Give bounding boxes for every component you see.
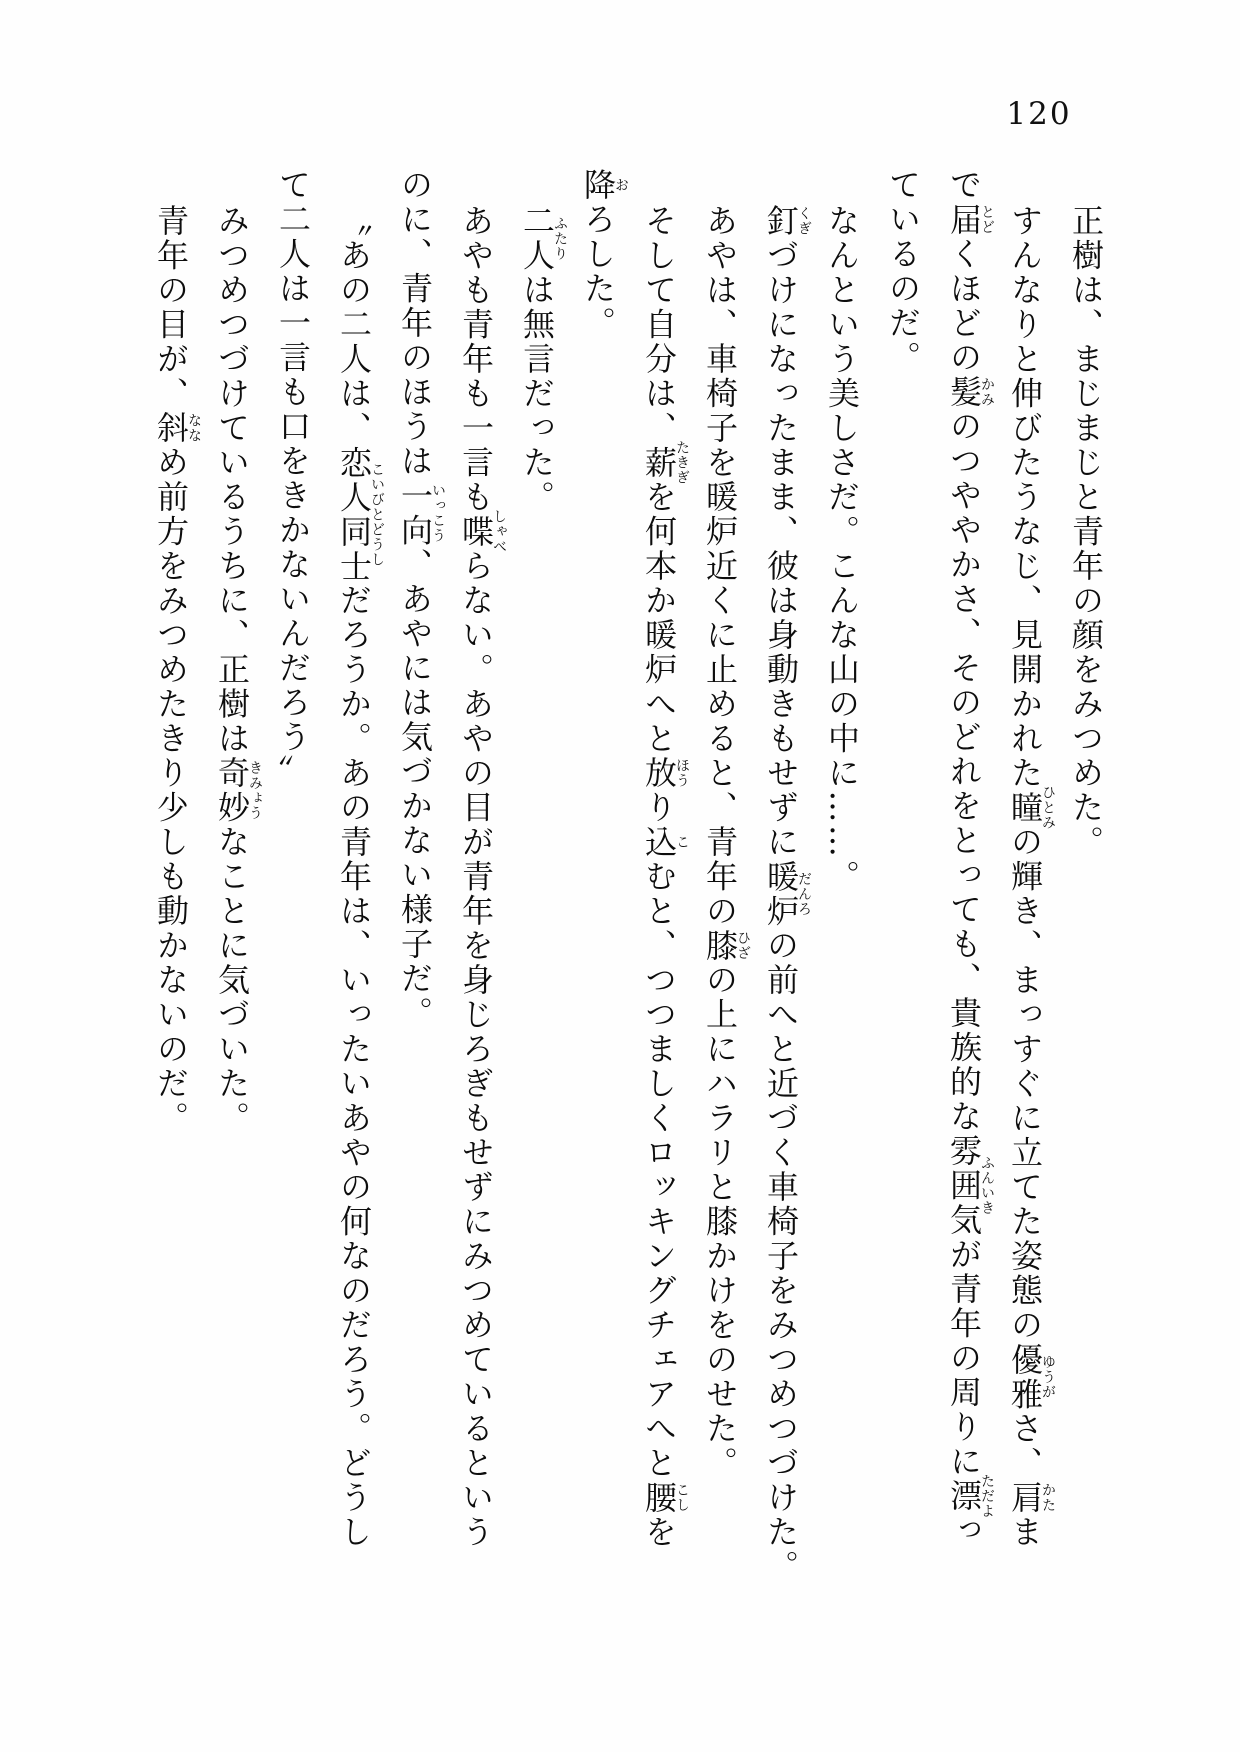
text-run: の上にハラリと膝かけをのせた。 xyxy=(701,963,739,1481)
furigana-text: こし xyxy=(674,1480,690,1515)
text-run: 青年の目が、 xyxy=(152,204,190,411)
furigana-annotated-word: 膝ひざ xyxy=(701,928,751,963)
text-block xyxy=(140,168,1116,1618)
text-run: のつややかさ、そのどれをとっても、貴族的な xyxy=(945,409,983,1134)
text-run: らない。あやの目が青年を身じろぎもせずにみつめているという xyxy=(457,549,495,1550)
text-run: は無言だった。 xyxy=(518,273,556,515)
text-run: 〝あの二人は、 xyxy=(335,204,373,446)
text-run: なんという美しさだ。こんな山の中に……。 xyxy=(823,204,861,894)
text-line xyxy=(506,168,567,1618)
text-line xyxy=(384,168,445,1618)
furigana-text: くぎ xyxy=(796,204,812,239)
text-run: づけになったまま、彼は身動きもせずに xyxy=(762,238,800,860)
text-run: の前へと近づく車椅子をみつめつづけた。 xyxy=(762,928,800,1584)
furigana-text: ひざ xyxy=(735,928,751,963)
text-run: あやは、車椅子を暖炉近くに止めると、青年の xyxy=(701,204,739,929)
furigana-text: しゃべ xyxy=(491,509,507,555)
text-run: を xyxy=(640,1515,678,1550)
text-line xyxy=(445,168,506,1618)
furigana-annotated-word: 二人ふたり xyxy=(518,204,568,273)
furigana-annotated-word: 一向いっこう xyxy=(396,478,446,548)
furigana-text: なな xyxy=(186,411,202,446)
text-line xyxy=(323,168,384,1618)
furigana-annotated-word: 雰囲気ふんいき xyxy=(945,1134,995,1238)
text-run: のに、青年のほうは xyxy=(396,168,434,479)
text-line xyxy=(140,168,201,1618)
text-run: だろうか。あの青年は、いったいあやの何なのだろう。どうし xyxy=(335,583,373,1550)
text-run: そして自分は、 xyxy=(640,204,678,446)
text-line xyxy=(750,168,811,1618)
text-run: の輝き、まっすぐに立てた姿態の xyxy=(1006,825,1044,1343)
text-run: を何本か暖炉へと xyxy=(640,480,678,756)
furigana-text: こいびとどうし xyxy=(369,445,385,584)
text-run: むと、つつましくロッキングチェアへと xyxy=(640,859,678,1481)
furigana-text: ゆうが xyxy=(1040,1342,1056,1412)
furigana-text: いっこう xyxy=(430,478,446,548)
furigana-text: ふたり xyxy=(552,204,568,273)
furigana-annotated-word: 薪たきぎ xyxy=(640,440,690,486)
text-run: 、あやには気づかない様子だ。 xyxy=(396,547,434,1031)
text-run: ているのだ。 xyxy=(884,168,922,375)
furigana-annotated-word: 髪かみ xyxy=(945,375,995,410)
text-run: ま xyxy=(1006,1515,1044,1550)
text-line xyxy=(262,168,323,1618)
text-run: みつめつづけているうちに、正樹は xyxy=(213,204,251,756)
furigana-annotated-word: 漂ただよ xyxy=(945,1473,995,1519)
furigana-text: ふんいき xyxy=(979,1134,995,1238)
furigana-text: ただよ xyxy=(979,1473,995,1519)
text-line xyxy=(567,168,628,1618)
text-run: あやも青年も一言も xyxy=(457,204,495,515)
furigana-text: こ xyxy=(674,825,690,860)
text-run: め前方をみつめたきり少しも動かないのだ。 xyxy=(152,445,190,1136)
furigana-text: ひとみ xyxy=(1040,785,1056,831)
furigana-annotated-word: 恋人同士こいびとどうし xyxy=(335,445,385,584)
furigana-annotated-word: 降お xyxy=(579,168,629,203)
text-run: さ、 xyxy=(1006,1411,1044,1481)
text-line xyxy=(201,168,262,1618)
furigana-text: とど xyxy=(979,202,995,237)
furigana-text: だんろ xyxy=(796,859,812,929)
text-line xyxy=(628,168,689,1618)
furigana-annotated-word: 込こ xyxy=(640,825,690,860)
furigana-text: ほう xyxy=(674,756,690,791)
text-run: て二人は一言も口をきかないんだろう〟 xyxy=(274,168,312,789)
text-run: ろした。 xyxy=(579,202,617,341)
furigana-text: きみょう xyxy=(247,756,263,825)
furigana-text: たきぎ xyxy=(674,440,690,486)
text-line xyxy=(1055,168,1116,1618)
furigana-annotated-word: 釘くぎ xyxy=(762,204,812,239)
text-run: 正樹は、まじまじと青年の顔をみつめた。 xyxy=(1067,204,1105,860)
text-run: なことに気づいた。 xyxy=(213,825,251,1136)
furigana-annotated-word: 放ほう xyxy=(640,756,690,791)
furigana-annotated-word: 届とど xyxy=(945,202,995,237)
text-line xyxy=(872,168,933,1618)
text-line xyxy=(811,168,872,1618)
furigana-annotated-word: 優雅ゆうが xyxy=(1006,1342,1056,1412)
furigana-annotated-word: 斜なな xyxy=(152,411,202,446)
text-line xyxy=(689,168,750,1618)
furigana-annotated-word: 肩かた xyxy=(1006,1480,1056,1515)
text-run: り xyxy=(640,790,678,825)
furigana-text: かみ xyxy=(979,375,995,410)
furigana-annotated-word: 喋しゃべ xyxy=(457,509,507,555)
text-line xyxy=(933,168,994,1618)
text-run: くほどの xyxy=(945,237,983,375)
furigana-annotated-word: 暖炉だんろ xyxy=(762,859,812,929)
text-run: で xyxy=(945,168,983,203)
furigana-annotated-word: 瞳ひとみ xyxy=(1006,785,1056,831)
furigana-annotated-word: 腰こし xyxy=(640,1480,690,1515)
furigana-annotated-word: 奇妙きみょう xyxy=(213,756,263,825)
text-run: が青年の周りに xyxy=(945,1237,983,1479)
text-run: っ xyxy=(945,1513,983,1548)
text-line xyxy=(994,168,1055,1618)
text-run: すんなりと伸びたうなじ、見開かれた xyxy=(1006,204,1044,791)
furigana-text: かた xyxy=(1040,1480,1056,1515)
furigana-text: お xyxy=(613,168,629,203)
page-number: 120 xyxy=(1006,96,1072,132)
